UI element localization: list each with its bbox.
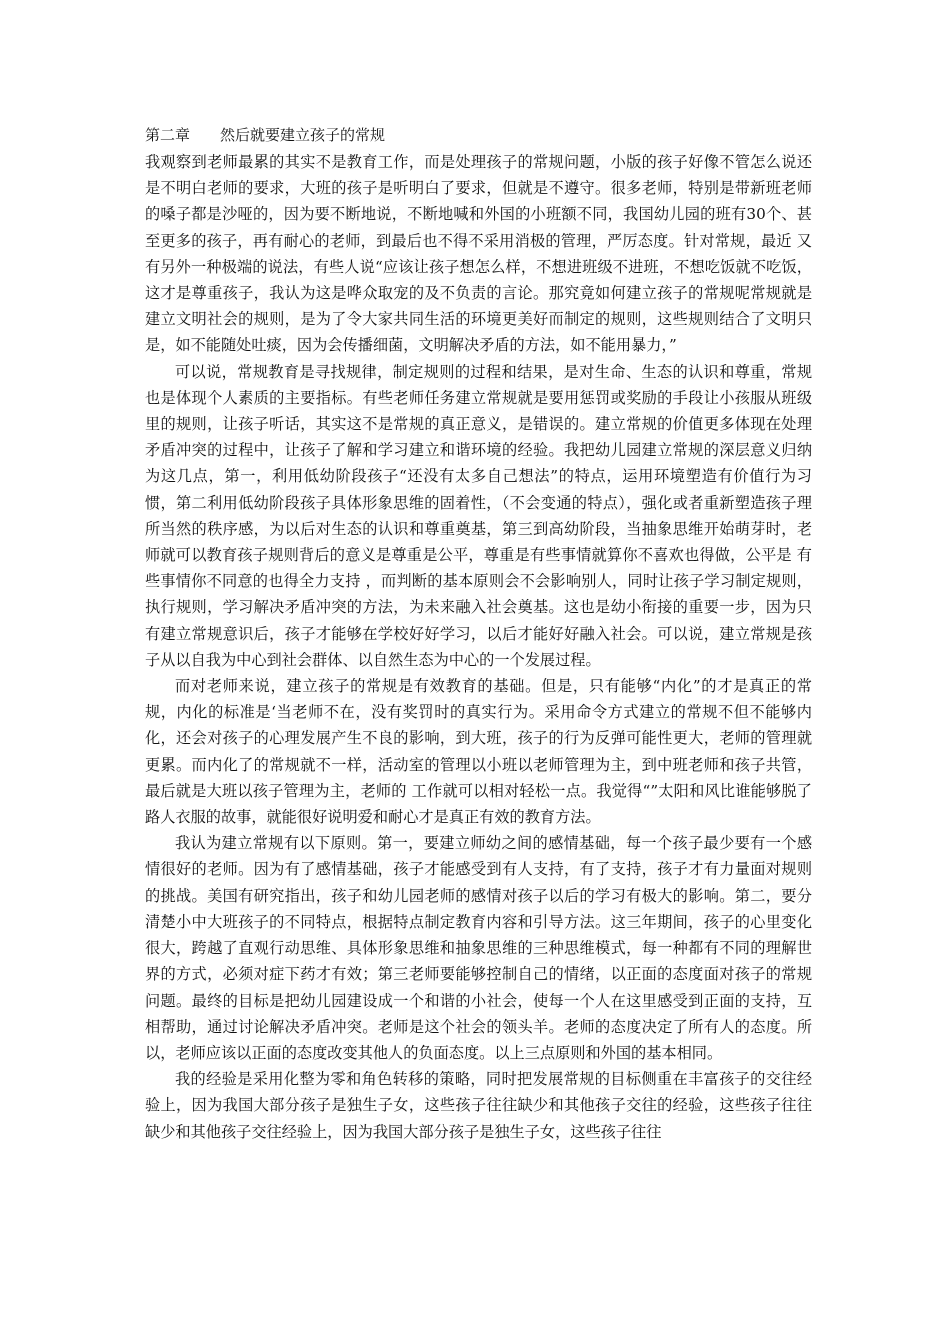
- paragraph-3: 而对老师来说，建立孩子的常规是有效教育的基础。但是，只有能够“内化”的才是真正的常规，内化的标准是‘当老师不在，没有奖罚时的真实行为。采用命令方式建立的常规不但不能够内化，还会对孩子的心理发展产生不良的影响，到大班，孩子的行为反弹可能性更大，老师的管理就更累。而内化了的常规就不一样，活动室的管理以小班以老师管理为主，到中班老师和孩子共管，最后就是大班以孩子管理为主，老师的 工作就可以相对轻松一点。我觉得“”太阳和风比谁能够脱了路人衣服的故事，就能很好说明爱和耐心才是真正有效的教育方法。: [145, 677, 812, 827]
- paragraph-5: 我的经验是采用化整为零和角色转移的策略，同时把发展常规的目标侧重在丰富孩子的交往经验上，因为我国大部分孩子是独生子女，这些孩子往往缺少和其他孩子交往的经验，这些孩子往往缺少和其他孩子交往经验上，因为我国大部分孩子是独生子女，这些孩子往往: [145, 1070, 812, 1141]
- paragraph-2: 可以说，常规教育是寻找规律，制定规则的过程和结果，是对生命、生态的认识和尊重，常规也是体现个人素质的主要指标。有些老师任务建立常规就是要用惩罚或奖励的手段让小孩服从班级里的规则，让孩子听话，其实这不是常规的真正意义，是错误的。建立常规的价值更多体现在处理矛盾冲突的过程中，让孩子了解和学习建立和谐环境的经验。我把幼儿园建立常规的深层意义归纳为这几点，第一，利用低幼阶段孩子“还没有太多自己想法”的特点，运用环境塑造有价值行为习惯，第二利用低幼阶段孩子具体形象思维的固着性，（不会变通的特点），强化或者重新塑造孩子理所当然的秩序感，为以后对生态的认识和尊重奠基，第三到高幼阶段，当抽象思维开始萌芽时，老师就可以教育孩子规则背后的意义是尊重是公平，尊重是有些事情就算你不喜欢也得做，公平是 有些事情你不同意的也得全力支持 ，而判断的基本原则会不会影响别人，同时让孩子学习制定规则，执行规则，学习解决矛盾冲突的方法，为未来融入社会奠基。这也是幼小衔接的重要一步，因为只有建立常规意识后，孩子才能够在学校好好学习，以后才能好好融入社会。可以说，建立常规是孩子从以自我为中心到社会群体、以自然生态为中心的一个发展过程。: [145, 362, 812, 669]
- paragraph-1: 我观察到老师最累的其实不是教育工作，而是处理孩子的常规问题，小版的孩子好像不管怎么说还是不明白老师的要求，大班的孩子是听明白了要求，但就是不遵守。很多老师，特别是带新班老师的嗓子都是沙哑的，因为要不断地说，不断地喊和外国的小班额不同，我国幼儿园的班有30个、甚至更多的孩子，再有耐心的老师，到最后也不得不采用消极的管理，严厉态度。针对常规，最近 又有另外一种极端的说法，有些人说“应该让孩子想怎么样，不想进班级不进班，不想吃饭就不吃饭，这才是尊重孩子，我认为这是哗众取宠的及不负责的言论。那究竟如何建立孩子的常规呢常规就是建立文明社会的规则，是为了令大家共同生活的环境更美好而制定的规则，这些规则结合了文明只是，如不能随处吐痰，因为会传播细菌，文明解决矛盾的方法，如不能用暴力，”: [145, 153, 812, 355]
- chapter-title: 第二章 然后就要建立孩子的常规: [145, 126, 386, 144]
- document-body: [145, 122, 812, 1145]
- paragraph-4: 我认为建立常规有以下原则。第一，要建立师幼之间的感情基础，每一个孩子最少要有一个感情很好的老师。因为有了感情基础，孩子才能感受到有人支持，有了支持，孩子才有力量面对规则的挑战。美国有研究指出，孩子和幼儿园老师的感情对孩子以后的学习有极大的影响。第二，要分清楚小中大班孩子的不同特点，根据特点制定教育内容和引导方法。这三年期间，孩子的心里变化很大，跨越了直观行动思维、具体形象思维和抽象思维的三种思维模式，每一种都有不同的理解世界的方式，必须对症下药才有效；第三老师要能够控制自己的情绪，以正面的态度面对孩子的常规问题。最终的目标是把幼儿园建设成一个和谐的小社会，使每一个人在这里感受到正面的支持，互相帮助，通过讨论解决矛盾冲突。老师是这个社会的领头羊。老师的态度决定了所有人的态度。所以，老师应该以正面的态度改变其他人的负面态度。以上三点原则和外国的基本相同。: [145, 834, 812, 1062]
